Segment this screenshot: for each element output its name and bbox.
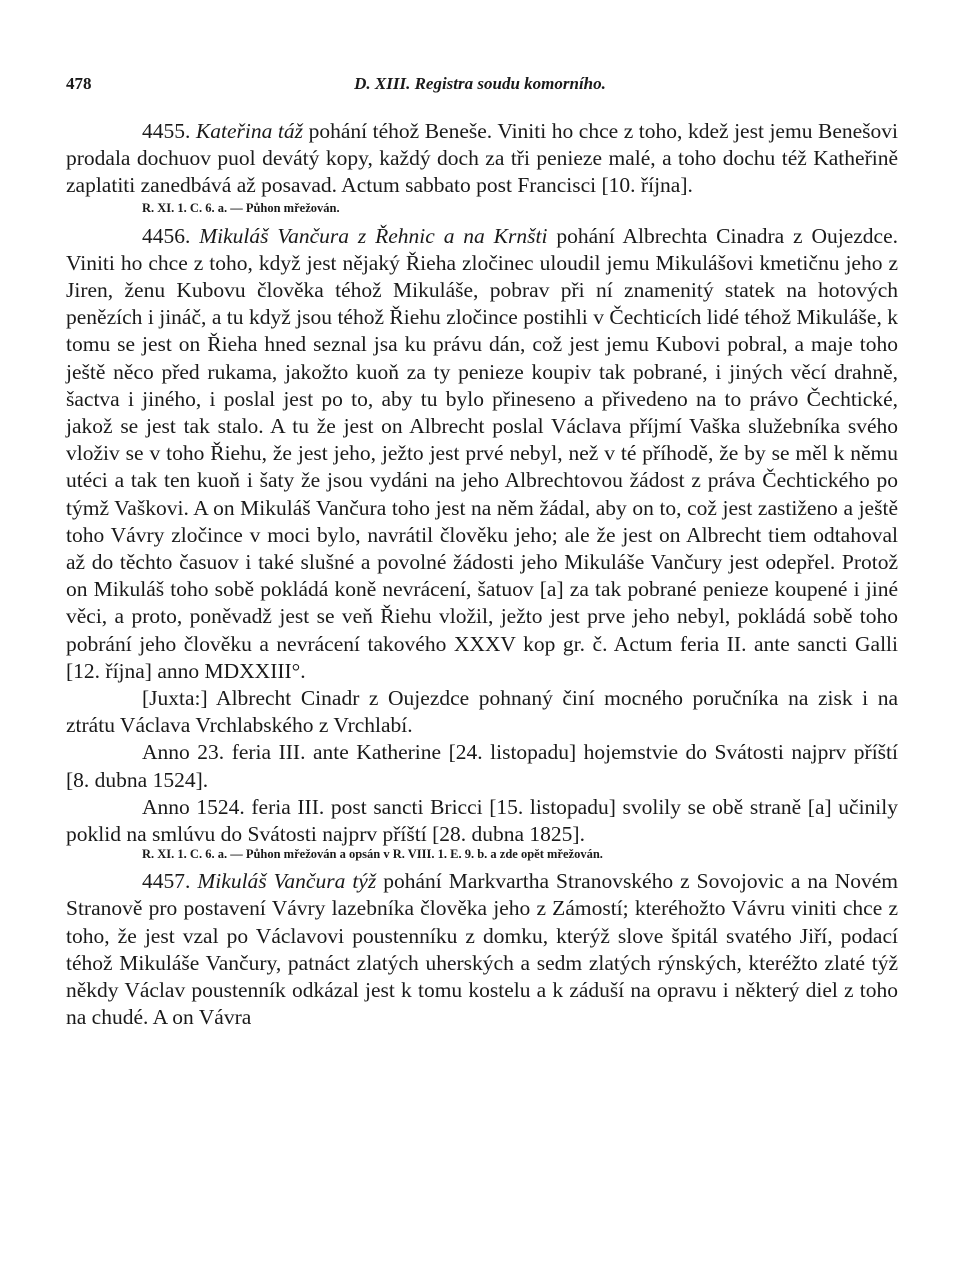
entry-number: 4456. [142, 223, 191, 248]
body-text [66, 118, 898, 1032]
page-number: 478 [66, 74, 92, 93]
anno-paragraph-2: Anno 1524. feria III. post sancti Bricci [15. listopadu] svolily se obě straně [a] učinily poklid na smlúvu do Svátosti najprv příští [28. dubna 1825]. [66, 794, 898, 847]
entry-number: 4457. [142, 869, 191, 894]
entry-4456 [66, 223, 898, 685]
archival-note: R. XI. 1. C. 6. a. — Půhon mřežován. [142, 200, 340, 215]
entry-text: pohání téhož Beneše. Viniti ho chce z toho, kdež jest jemu Benešovi prodala dochuov puol devátý kopy, každý doch za tři penieze malé, a toho dochu též Katheřině zaplatiti zanedbává až posavad. Actum sabbato post Francisci [10. října]. [66, 119, 899, 198]
entry-party-name: Mikuláš Vančura z Řehnic a na Krnšti [199, 223, 548, 248]
running-title: D. XIII. Registra soudu komorního. [354, 74, 606, 93]
anno-paragraph-1: Anno 23. feria III. ante Katherine [24. listopadu] hojemstvie do Svátosti najprv příští [8. dubna 1524]. [66, 740, 898, 792]
juxta-paragraph: [Juxta:] Albrecht Cinadr z Oujezdce pohnaný činí mocného poručníka na zisk i na ztrátu Václava Vrchlabského z Vrchlabí. [66, 686, 898, 738]
entry-4457 [66, 868, 898, 1031]
entry-party-name: Mikuláš Vančura týž [197, 869, 377, 894]
entry-number: 4455. [142, 119, 191, 143]
archival-note: R. XI. 1. C. 6. a. — Půhon mřežován a opsán v R. VIII. 1. E. 9. b. a zde opět mřežován. [142, 847, 603, 862]
entry-4455 [66, 118, 898, 200]
entry-text: pohání Albrechta Cinadra z Oujezdce. Viniti ho chce z toho, když jest nějaký Řieha zločinec uloudil jemu Mikulášovi kmetičnu jeho z Jiren, ženu Kubovu člověka téhož Mikuláše, pobrav při ní znamenitý statek na hotových penězích i jináč, a tu když jsou téhož Řiehu zločince postihli v Čechticích lidé téhož Mikuláše, k tomu se jest on Řieha hned seznal jsa ku právu dán, což jest jemu Kubovi pobral, a maje toho ještě něco před rukama, jakožto kuoň za ty penieze koupiv tak pobrané, i jiných věcí drahně, šactva i jiného, i poslal jest po to, aby tu bylo přineseno a přivedeno na to právo Čechtické, jakož se jest tak stalo. A tu že jest on Albrecht poslal Václava příjmí Vaška služebníka svého vloživ se v toho Řiehu, že jest jeho, ježto jest prvé nebyl, než v té příhodě, že by se měl k němu utéci a tak ten kuoň i šaty že jsou vydáni na jeho Albrechtovou žádost z práva Čechtického po týmž Vaškovi. A on Mikuláš Vančura toho jest na něm žádal, aby on to, což jest zastiženo a ještě toho Vávry zločince v moci bylo, navrátil člověku jeho; ale že jest on Albrecht tiem odtahoval až do těchto časuov i také slušné a povolné žádosti jeho Mikuláše Vančury jest odepřel. Protož on Mikuláš toho sobě pokládá koně nevrácení, šatuov [a] za tak pobrané penieze koupené i jiné věci, a proto, poněvadž jest se veň Řiehu vložil, ježto jest prve jeho nebyl, pokládá sobě toho pobrání jeho člověku a nevrácení takového XXXV kop gr. č. Actum feria II. ante sancti Galli [12. října] anno MDXXIII°. [66, 223, 899, 683]
entry-party-name: Kateřina táž [195, 119, 304, 143]
page-header [66, 74, 894, 100]
entry-text: pohání Markvartha Stranovského z Sovojovic a na Novém Stranově pro postavení Vávry lazebníka člověka jeho z Zámostí; kteréhožto Vávru viniti chce z toho, že jest vzal po Václavovi poustenníku z domku, kterýž slove špitál svatého Jiří, podací téhož Mikuláše Vančury, patnáct zlatých uherských a sedm zlatých rýnských, kteréžto zlaté týž někdy Václav poustenník odkázal jest k tomu kostelu a k záduší na opravu i některý diel z toho na chudé. A on Vávra [66, 869, 899, 1030]
